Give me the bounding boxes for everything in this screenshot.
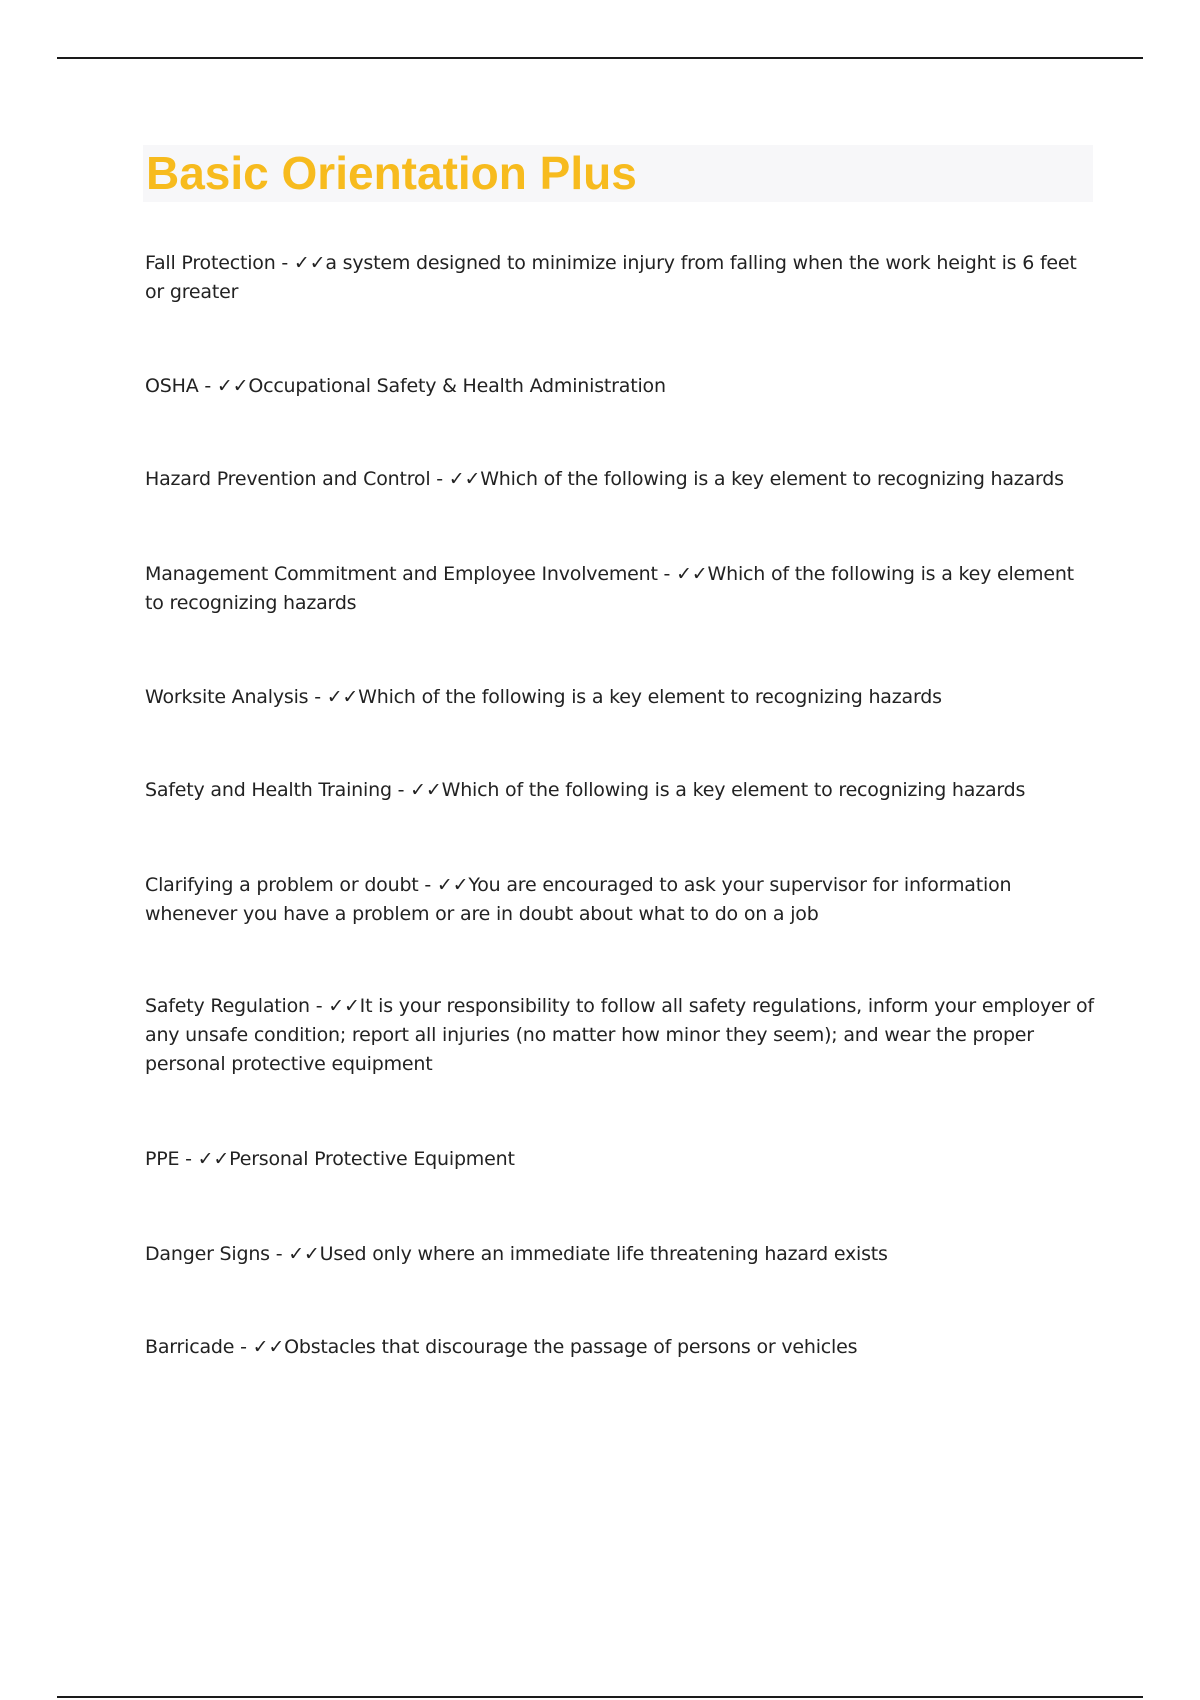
entry-definition: It is your responsibility to follow all safety regulations, inform your employer of any unsafe condition; report all injuries (no matter how minor they seem); and wear the proper personal protective equipment [145,995,1094,1075]
entry-definition: You are encouraged to ask your supervisor for information whenever you have a problem or are in doubt about what to do on a job [145,874,1012,925]
entry-definition: a system designed to minimize injury from falling when the work height is 6 feet or greater [145,252,1077,303]
entry-term: Safety and Health Training [145,779,392,801]
check-marks-icon: ✓✓ [436,874,469,896]
entry-term: Safety Regulation [145,995,310,1017]
entry-separator: - [275,252,294,274]
entry-separator: - [418,874,437,896]
entry-definition: Which of the following is a key element to recognizing hazards [358,686,942,708]
entry-osha [145,372,1095,401]
entry-definition: Which of the following is a key element to recognizing hazards [441,779,1026,801]
check-marks-icon: ✓✓ [328,995,360,1017]
check-marks-icon: ✓✓ [197,1148,230,1170]
entry-term: OSHA [145,375,199,397]
check-marks-icon: ✓✓ [288,1243,320,1265]
entry-barricade [145,1333,1095,1362]
entry-term: Danger Signs [145,1243,270,1265]
entry-definition: Personal Protective Equipment [229,1148,515,1170]
entry-definition: Which of the following is a key element to recognizing hazards [145,563,1074,614]
check-marks-icon: ✓✓ [410,779,442,801]
entry-worksite-analysis [145,683,1095,712]
bottom-rule [57,1696,1143,1698]
check-marks-icon: ✓✓ [293,252,326,274]
entry-hazard-prevention [145,465,1095,494]
entry-safety-regulation [145,992,1095,1079]
entry-separator: - [309,995,329,1017]
entry-term: Management Commitment and Employee Involvement [145,563,658,585]
entry-separator: - [198,375,217,397]
entry-separator: - [657,563,677,585]
document-title: Basic Orientation Plus [146,147,637,199]
top-rule [57,57,1143,59]
entry-term: Clarifying a problem or doubt [145,874,419,896]
entry-separator: - [234,1336,253,1358]
entry-separator: - [391,779,411,801]
entry-clarifying-problem [145,871,1095,929]
entry-definition: Obstacles that discourage the passage of persons or vehicles [284,1336,858,1358]
check-marks-icon: ✓✓ [252,1336,285,1358]
entry-definition: Used only where an immediate life threatening hazard exists [319,1243,888,1265]
entry-term: Fall Protection [145,252,276,274]
entry-separator: - [308,686,327,708]
entry-danger-signs [145,1240,1095,1269]
entry-definition: Occupational Safety & Health Administration [248,375,666,397]
check-marks-icon: ✓✓ [676,563,708,585]
entry-term: Barricade [145,1336,235,1358]
entry-ppe [145,1145,1095,1174]
entry-separator: - [179,1148,198,1170]
entry-fall-protection [145,249,1095,307]
entry-management-commitment [145,560,1095,618]
entry-separator: - [269,1243,289,1265]
check-marks-icon: ✓✓ [326,686,359,708]
entry-term: PPE [145,1148,180,1170]
entry-term: Worksite Analysis [145,686,309,708]
entry-separator: - [430,468,449,490]
entry-safety-health-training [145,776,1095,805]
entry-definition: Which of the following is a key element to recognizing hazards [480,468,1064,490]
check-marks-icon: ✓✓ [448,468,481,490]
entry-term: Hazard Prevention and Control [145,468,431,490]
check-marks-icon: ✓✓ [216,375,249,397]
